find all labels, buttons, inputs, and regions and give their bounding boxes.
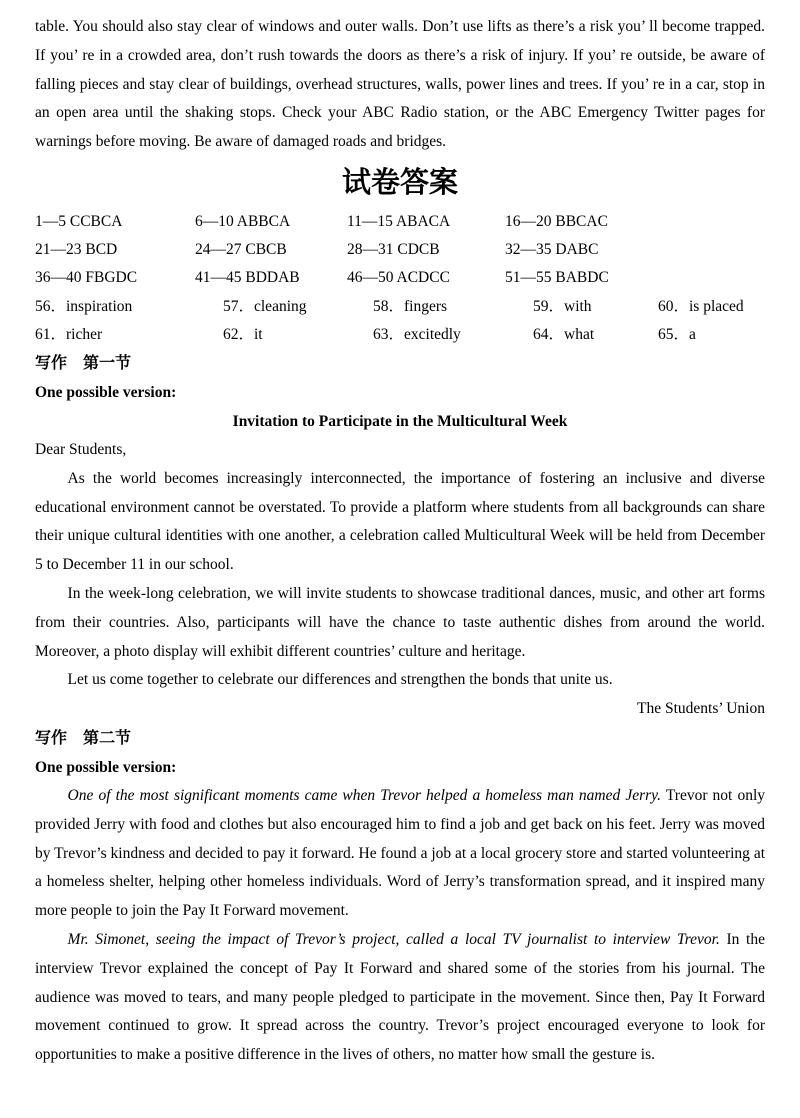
answer-cell: 64．what xyxy=(533,325,595,343)
essay1-paragraph: Let us come together to celebrate our differences and strengthen the bonds that unite us. xyxy=(67,671,613,689)
possible-version-label: One possible version: xyxy=(35,758,177,776)
fill-answer-row xyxy=(35,321,765,349)
answer-cell: 62．it xyxy=(223,325,263,343)
essay1-paragraph: In the week-long celebration, we will invite students to showcase traditional dances, music, and other art forms from their countries. Also, participants will have the chance to taste authentic dishes from around the world. Moreover, a photo display will exhibit different countries’ culture and heritage. xyxy=(35,584,765,660)
possible-version-label: One possible version: xyxy=(35,384,177,401)
writing-section1-header: 写作 第一节 xyxy=(35,355,132,372)
answer-cell: 11—15 ABACA xyxy=(347,212,451,230)
answer-cell: 63．excitedly xyxy=(373,325,461,343)
answer-cell: 16—20 BBCAC xyxy=(505,212,608,230)
answer-key-title: 试卷答案 xyxy=(341,166,458,199)
answer-cell: 32—35 DABC xyxy=(505,241,599,259)
answer-cell: 59．with xyxy=(533,297,592,315)
answer-cell: 56．inspiration xyxy=(35,297,133,315)
essay2-para1-body: Trevor not only provided Jerry with food and clothes but also encouraged him to find a job and get back on his feet. Jerry was moved by Trevor’s kindness and decided to pay it forward. He found a job at a local grocery store and started volunteering at a homeless shelter, helping other homeless individuals. Word of Jerry’s transformation spread, and it inspired many more people to join the Pay It Forward movement. xyxy=(35,786,765,920)
essay2-paragraph xyxy=(35,926,765,1070)
essay1-paragraph: As the world becomes increasingly interconnected, the importance of fostering an inclusive and diverse educational environment cannot be overstated. To provide a platform where students from all backgrounds can share their unique cultural identities with one another, a celebration called Multicultural Week will be held from December 5 to December 11 in our school. xyxy=(35,469,765,574)
essay2-para1-lead: One of the most significant moments came when Trevor helped a homeless man named Jerry. xyxy=(67,786,662,804)
answer-cell: 57．cleaning xyxy=(223,297,307,315)
answer-cell: 24—27 CBCB xyxy=(195,241,287,259)
answer-cell: 36—40 FBGDC xyxy=(35,269,138,287)
answer-row xyxy=(35,264,765,292)
essay1-signature: The Students’ Union xyxy=(636,700,765,718)
answer-cell: 1—5 CCBCA xyxy=(35,212,123,230)
essay1-salutation: Dear Students, xyxy=(35,441,127,458)
writing-section2-header: 写作 第二节 xyxy=(35,729,132,747)
essay2-para2-body: In the interview Trevor explained the concept of Pay It Forward and shared some of the stories from his journal. The audience was moved to tears, and many people pledged to participate in the movement. Since then, Pay It Forward movement continued to grow. It spread across the country. Trevor’s project encouraged everyone to look for opportunities to make a positive difference in the lives of others, no matter how small the gesture is. xyxy=(35,930,765,1064)
fill-answer-row xyxy=(35,293,765,321)
answer-cell: 61．richer xyxy=(35,325,103,343)
essay2-paragraph xyxy=(35,782,765,926)
answer-cell: 51—55 BABDC xyxy=(505,269,609,287)
answer-cell: 6—10 ABBCA xyxy=(195,212,291,230)
answer-cell: 21—23 BCD xyxy=(35,241,118,259)
answer-row xyxy=(35,208,765,236)
answer-cell: 60．is placed xyxy=(658,297,744,315)
answer-row xyxy=(35,236,765,264)
essay1-title: Invitation to Participate in the Multicultural Week xyxy=(232,413,568,430)
essay2-para2-lead: Mr. Simonet, seeing the impact of Trevor’s project, called a local TV journalist to interview Trevor. xyxy=(67,930,720,948)
answer-cell: 58．fingers xyxy=(373,297,448,315)
answer-cell: 41—45 BDDAB xyxy=(195,269,300,287)
answer-cell: 28—31 CDCB xyxy=(347,241,440,259)
answer-cell: 65．a xyxy=(658,325,696,343)
intro-paragraph: table. You should also stay clear of windows and outer walls. Don’t use lifts as there’s a risk you’ ll become trapped. If you’ re in a crowded area, don’t rush towards the doors as there’s a risk of injury. If you’ re outside, be aware of falling pieces and stay clear of buildings, overhead structures, walls, power lines and trees. If you’ re in a car, stop in an open area until the shaking stops. Check your ABC Radio station, or the ABC Emergency Twitter pages for warnings before moving. Be aware of damaged roads and bridges. xyxy=(35,18,765,151)
answer-cell: 46—50 ACDCC xyxy=(347,269,450,287)
